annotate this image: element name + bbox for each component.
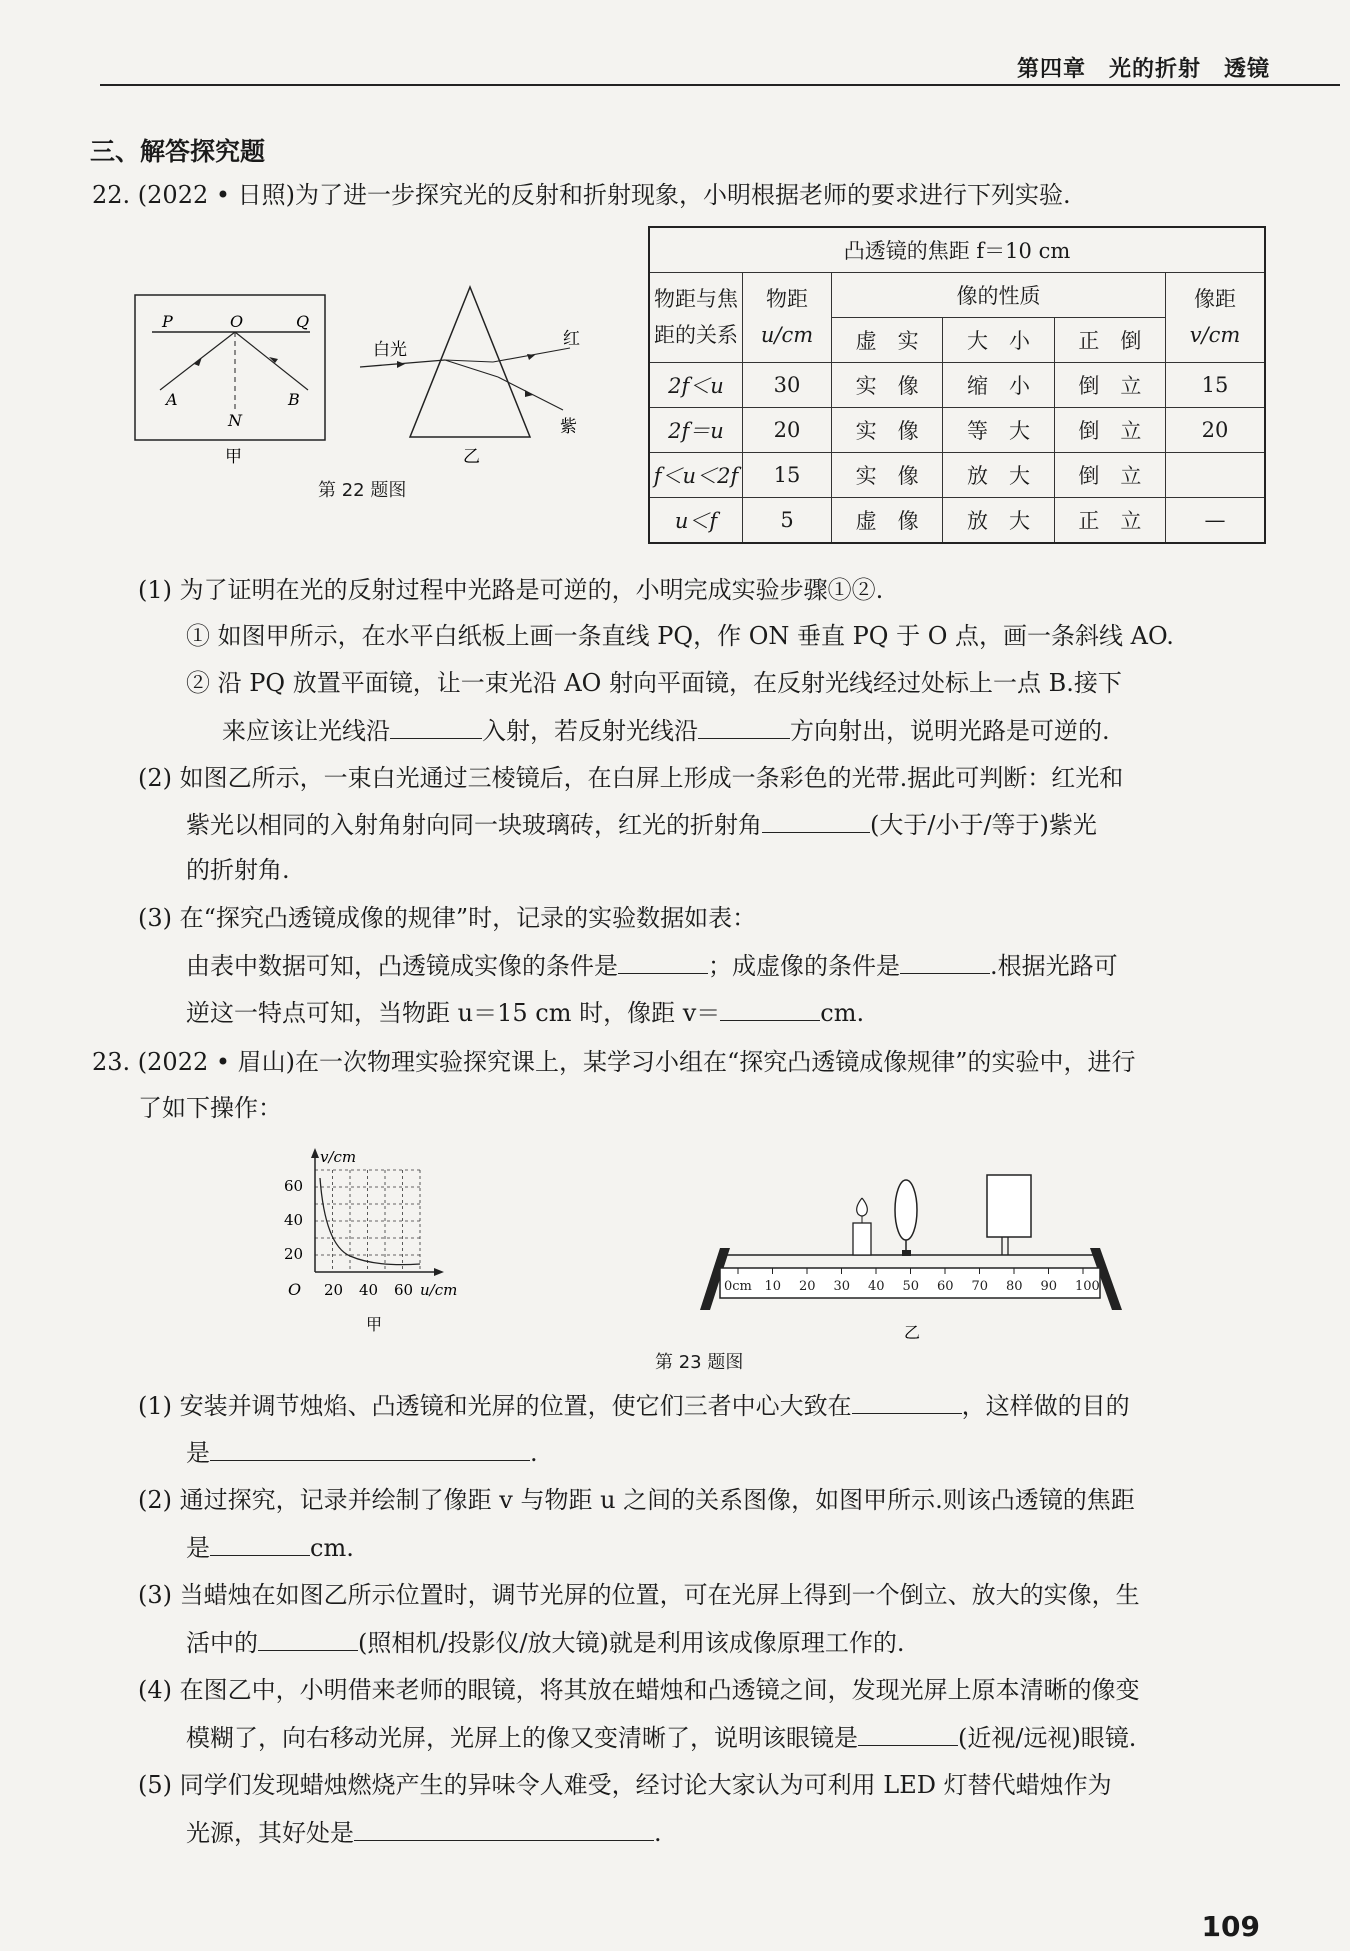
- figure-23-yi-optical-bench: [690, 1160, 1130, 1345]
- label-red: 红: [563, 329, 580, 349]
- label-P: P: [162, 312, 173, 331]
- q22-step2-line2: 来应该让光线沿 入射，若反射光线沿 方向射出，说明光路是可逆的.: [222, 717, 1110, 745]
- caption-jia: 甲: [225, 447, 242, 465]
- col-header-image-properties: 像的性质: [832, 273, 1166, 318]
- answer-blank[interactable]: [762, 812, 870, 833]
- y-axis-label: v/cm: [320, 1148, 357, 1166]
- figure-23-caption: 第 23 题图: [655, 1352, 744, 1373]
- bench-tick-label: 0cm: [724, 1279, 752, 1294]
- table-row: f＜u＜2f 15 实 像 放 大 倒 立: [649, 453, 1265, 498]
- answer-blank[interactable]: [698, 718, 790, 739]
- table-row: 2f＜u 30 实 像 缩 小 倒 立 15: [649, 363, 1265, 408]
- x-tick: 20: [324, 1281, 344, 1299]
- table-title: 凸透镜的焦距 f＝10 cm: [649, 227, 1265, 273]
- x-tick: 60: [394, 1281, 414, 1299]
- q23-part2-line1: (2) 通过探究，记录并绘制了像距 v 与物距 u 之间的关系图像，如图甲所示.则该凸透镜的焦距: [138, 1486, 1135, 1514]
- bench-tick-label: 50: [902, 1279, 920, 1294]
- header-rule: [100, 84, 1340, 86]
- bench-tick-label: 100: [1075, 1279, 1100, 1294]
- y-tick: 60: [284, 1177, 304, 1195]
- answer-blank[interactable]: [210, 1535, 310, 1556]
- col-header-u: 物距 u/cm: [743, 273, 832, 363]
- answer-blank[interactable]: [390, 718, 482, 739]
- q22-stem: 22. (2022 • 日照)为了进一步探究光的反射和折射现象，小明根据老师的要求进行下列实验.: [92, 181, 1071, 209]
- subheader-real-virtual: 虚 实: [832, 318, 943, 363]
- bench-tick-label: 60: [937, 1279, 954, 1294]
- y-tick: 40: [284, 1211, 304, 1229]
- figure-22-caption: 第 22 题图: [318, 480, 407, 501]
- label-purple: 紫: [560, 417, 577, 437]
- label-white-light: 白光: [373, 340, 407, 360]
- q22-step2-line1: ② 沿 PQ 放置平面镜，让一束光沿 AO 射向平面镜，在反射光线经过处标上一点 B.接下: [186, 669, 1122, 697]
- bench-tick-label: 90: [1040, 1279, 1058, 1294]
- answer-blank[interactable]: [852, 1393, 962, 1414]
- q23-part4-line2: 模糊了，向右移动光屏，光屏上的像又变清晰了，说明该眼镜是 (近视/远视)眼镜.: [186, 1724, 1137, 1752]
- y-tick: 20: [284, 1245, 304, 1263]
- bench-tick-label: 40: [868, 1279, 885, 1294]
- answer-blank[interactable]: [354, 1820, 654, 1841]
- q23-part1-line2: 是 .: [186, 1439, 538, 1467]
- table-row: 2f＝u 20 实 像 等 大 倒 立 20: [649, 408, 1265, 453]
- q22-part1: (1) 为了证明在光的反射过程中光路是可逆的，小明完成实验步骤①②.: [138, 576, 884, 604]
- bench-tick-label: 10: [764, 1279, 782, 1294]
- q23-part2-line2: 是 cm.: [186, 1534, 354, 1562]
- figure-22-yi-prism: [355, 282, 595, 467]
- caption-yi: 乙: [463, 447, 480, 467]
- subheader-size: 大 小: [943, 318, 1054, 363]
- q23-stem-line1: 23. (2022 • 眉山)在一次物理实验探究课上，某学习小组在“探究凸透镜成像规律”的实验中，进行: [92, 1048, 1136, 1076]
- answer-blank[interactable]: [900, 953, 990, 974]
- q23-part3-line1: (3) 当蜡烛在如图乙所示位置时，调节光屏的位置，可在光屏上得到一个倒立、放大的实像，生: [138, 1581, 1140, 1609]
- answer-blank[interactable]: [210, 1440, 530, 1461]
- origin-label: O: [288, 1280, 302, 1299]
- answer-blank[interactable]: [258, 1630, 358, 1651]
- lens-data-table: [648, 226, 1266, 544]
- bench-tick-label: 70: [971, 1279, 989, 1294]
- x-axis-label: u/cm: [420, 1281, 458, 1299]
- col-header-relation: 物距与焦 距的关系: [649, 273, 743, 363]
- table-row: u＜f 5 虚 像 放 大 正 立 —: [649, 498, 1265, 544]
- label-O: O: [230, 312, 244, 331]
- subheader-orientation: 正 倒: [1054, 318, 1165, 363]
- q23-part1-line1: (1) 安装并调节烛焰、凸透镜和光屏的位置，使它们三者中心大致在 ，这样做的目的: [138, 1392, 1130, 1420]
- section-title: 三、解答探究题: [90, 137, 266, 166]
- col-header-v: 像距 v/cm: [1166, 273, 1266, 363]
- chapter-header: 第四章 光的折射 透镜: [1016, 57, 1270, 82]
- bench-tick-label: 20: [799, 1279, 816, 1294]
- figure-23-jia-graph: [270, 1140, 485, 1340]
- q22-part3-line2: 由表中数据可知，凸透镜成实像的条件是 ；成虚像的条件是 .根据光路可: [186, 952, 1118, 980]
- q23-stem-line2: 了如下操作：: [138, 1094, 282, 1122]
- q22-part2-line3: 的折射角.: [186, 856, 290, 884]
- answer-blank[interactable]: [858, 1725, 958, 1746]
- q22-part3-line1: (3) 在“探究凸透镜成像的规律”时，记录的实验数据如表：: [138, 904, 757, 932]
- q22-part2-line2: 紫光以相同的入射角射向同一块玻璃砖，红光的折射角 (大于/小于/等于)紫光: [186, 811, 1097, 839]
- q22-step1: ① 如图甲所示，在水平白纸板上画一条直线 PQ，作 ON 垂直 PQ 于 O 点，画一条斜线 AO.: [186, 622, 1174, 650]
- label-N: N: [228, 411, 242, 430]
- figure-22-jia: [130, 290, 335, 465]
- q23-part4-line1: (4) 在图乙中，小明借来老师的眼镜，将其放在蜡烛和凸透镜之间，发现光屏上原本清晰的像变: [138, 1676, 1140, 1704]
- q23-part5-line1: (5) 同学们发现蜡烛燃烧产生的异味令人难受，经讨论大家认为可利用 LED 灯替代蜡烛作为: [138, 1771, 1112, 1799]
- page-number: 109: [1201, 1910, 1260, 1943]
- bench-tick-label: 30: [833, 1279, 851, 1294]
- bench-tick-label: 80: [1006, 1279, 1023, 1294]
- q22-part2-line1: (2) 如图乙所示，一束白光通过三棱镜后，在白屏上形成一条彩色的光带.据此可判断：红光和: [138, 764, 1124, 792]
- answer-blank[interactable]: [720, 1000, 820, 1021]
- answer-blank[interactable]: [618, 953, 708, 974]
- label-A: A: [166, 390, 178, 409]
- q23-part3-line2: 活中的 (照相机/投影仪/放大镜)就是利用该成像原理工作的.: [186, 1629, 905, 1657]
- label-Q: Q: [296, 312, 310, 331]
- caption-graph-jia: 甲: [366, 1315, 383, 1334]
- label-B: B: [288, 390, 300, 409]
- caption-bench-yi: 乙: [904, 1323, 921, 1342]
- q23-part5-line2: 光源，其好处是 .: [186, 1819, 662, 1847]
- x-tick: 40: [359, 1281, 379, 1299]
- q22-part3-line3: 逆这一特点可知，当物距 u＝15 cm 时，像距 v＝ cm.: [186, 999, 865, 1027]
